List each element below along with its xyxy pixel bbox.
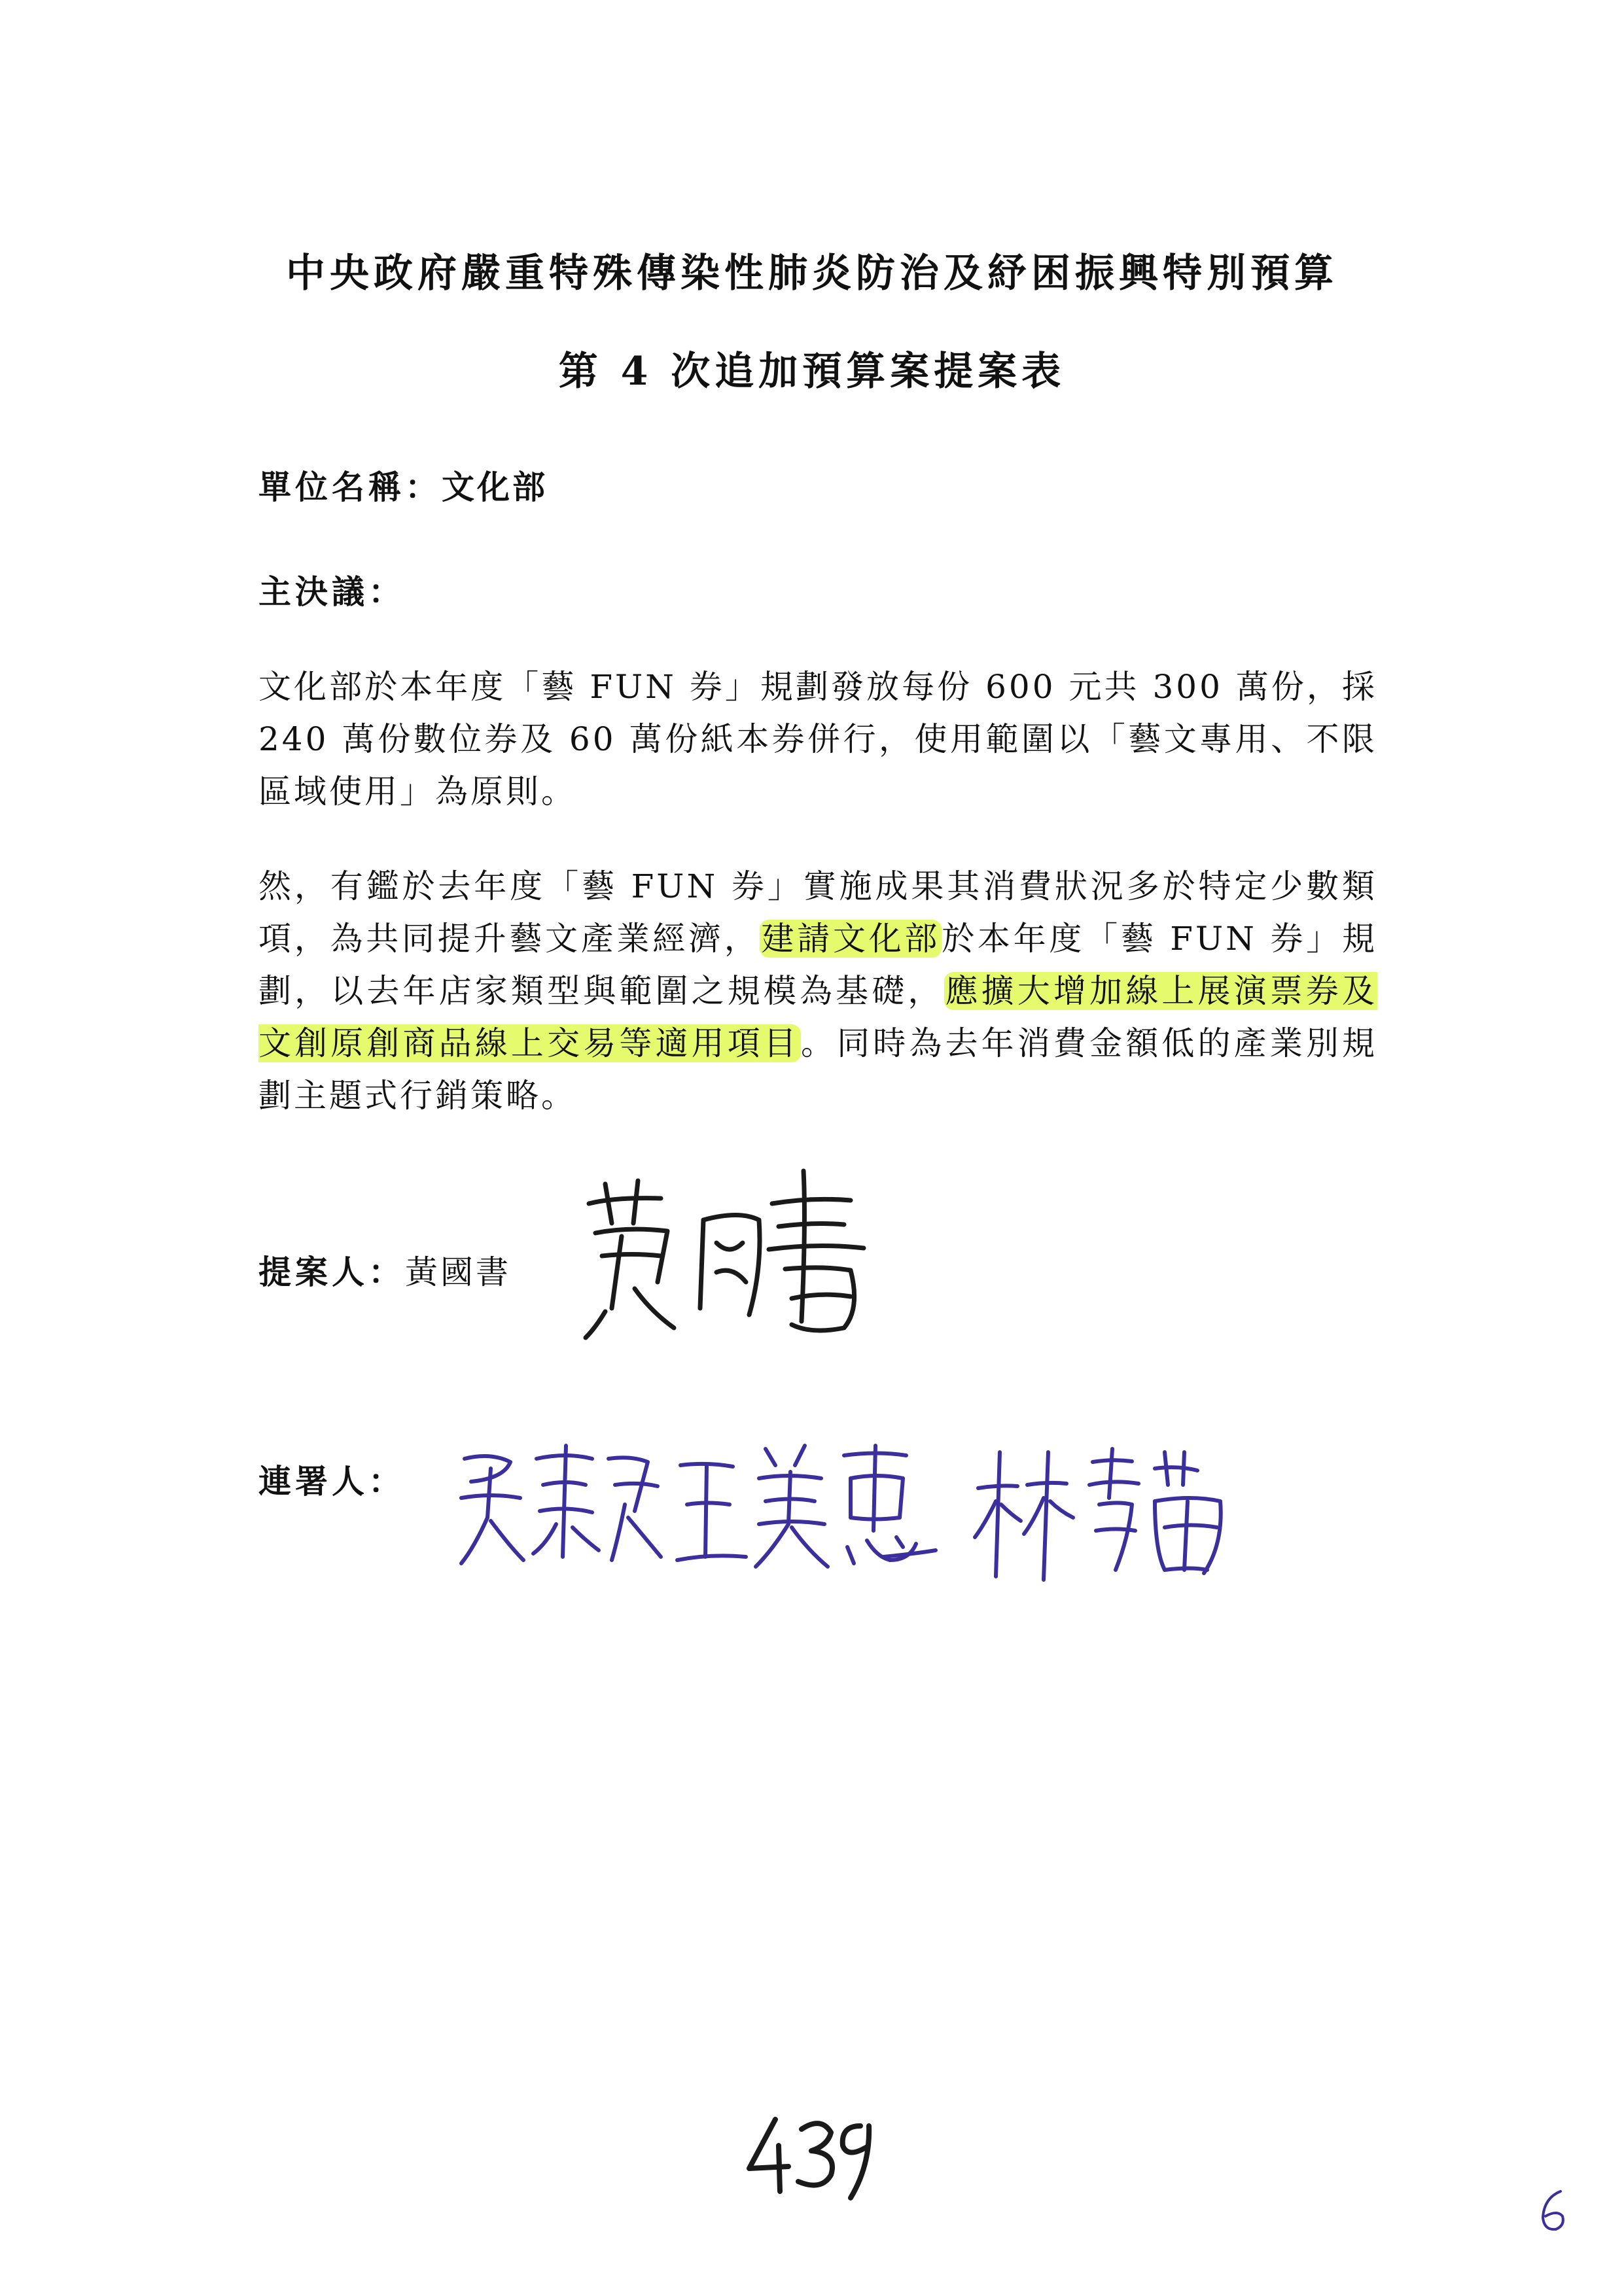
handwritten-corner-mark <box>1531 2185 1577 2237</box>
paragraph-2-text-2: 於本年度「藝 FUN 券」規劃，以去年店家類型與範圍之規模為基礎， <box>258 920 1378 1010</box>
unit-field <box>258 461 548 508</box>
document-subtitle: 第 4 次追加預算案提案表 <box>558 349 1066 394</box>
proposer-label: 提案人： <box>258 1253 405 1291</box>
handwritten-page-number <box>739 2106 883 2204</box>
proposer-signature <box>576 1158 890 1354</box>
resolution-paragraph-1: 文化部於本年度「藝 FUN 券」規劃發放每份 600 元共 300 萬份，採 240 萬份數位券及 60 萬份紙本券併行，使用範圍以「藝文專用、不限區域使用」為原則。 <box>258 668 1377 810</box>
resolution-label: 主決議： <box>258 572 405 611</box>
paragraph-2-text-1: 然，有鑑於去年度「藝 FUN 券」實施成果其消費狀況多於特定少數類項，為共同提升藝文產業經濟， <box>258 867 1377 958</box>
resolution-paragraph-2 <box>258 860 1377 1122</box>
resolution-field <box>258 566 405 613</box>
proposer-field <box>258 1246 511 1293</box>
document-title: 中央政府嚴重特殊傳染性肺炎防治及紓困振興特別預算 <box>286 251 1338 296</box>
cosigners-label: 連署人： <box>258 1462 405 1501</box>
paragraph-2-text-3: 。同時為去年消費金額低的產業別規劃主題式行銷策略。 <box>258 1024 1377 1115</box>
cosigner-signature-3 <box>968 1439 1243 1596</box>
highlighted-request: 建請文化部 <box>761 920 941 958</box>
proposer-name: 黃國書 <box>405 1253 511 1291</box>
unit-value: 文化部 <box>442 468 548 506</box>
highlighted-expansion: 應擴大增加線上展演票券及文創原創商品線上交易等適用項目 <box>258 972 1378 1062</box>
cosigner-signature-2 <box>667 1426 942 1583</box>
unit-label: 單位名稱： <box>258 468 442 506</box>
cosigner-signature-1 <box>451 1433 667 1583</box>
cosigners-field <box>258 1455 405 1503</box>
